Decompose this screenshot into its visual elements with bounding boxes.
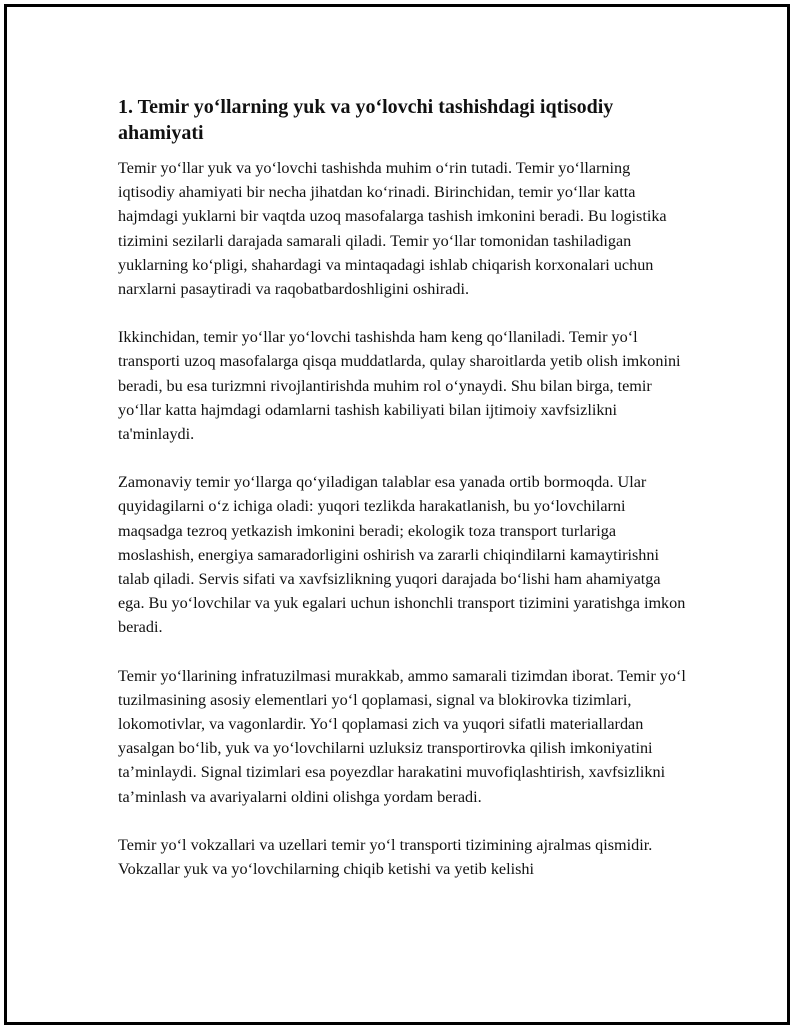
- paragraph-1: Temir yo‘llar yuk va yo‘lovchi tashishda muhim o‘rin tutadi. Temir yo‘llarning iqtisodiy ahamiyati bir necha jihatdan ko‘rinadi. Birinchidan, temir yo‘llar katta hajmdagi yuklarni bir vaqtda uzoq masofalarga tashish imkonini beradi. Bu logistika tizimini sezilarli darajada samarali qiladi. Temir yo‘llar tomonidan tashiladigan yuklarning ko‘pligi, shahardagi va mintaqadagi ishlab chiqarish korxonalari uchun narxlarni pasaytiradi va raqobatbardoshligini oshiradi.: [118, 159, 667, 299]
- paragraph-2: Ikkinchidan, temir yo‘llar yo‘lovchi tashishda ham keng qo‘llaniladi. Temir yo‘l transporti uzoq masofalarga qisqa muddatlarda, qulay sharoitlarda yetib olish imkonini beradi, bu esa turizmni rivojlantirishda muhim rol o‘ynaydi. Shu bilan birga, temir yo‘llar katta hajmdagi odamlarni tashish kabiliyati bilan ijtimoiy xavfsizlikni ta'minlaydi.: [118, 328, 681, 444]
- section-heading: 1. Temir yo‘llarning yuk va yo‘lovchi tashishdagi iqtisodiy ahamiyati: [118, 96, 614, 144]
- document-body: [118, 94, 688, 905]
- paragraph-5: Temir yo‘l vokzallari va uzellari temir yo‘l transporti tizimining ajralmas qismidir. Vokzallar yuk va yo‘lovchilarning chiqib ketishi va yetib kelishi: [118, 835, 653, 879]
- paragraph-3: Zamonaviy temir yo‘llarga qo‘yiladigan talablar esa yanada ortib bormoqda. Ular quyidagilarni o‘z ichiga oladi: yuqori tezlikda harakatlanish, bu yo‘lovchilarni maqsadga tezroq yetkazish imkonini beradi; ekologik toza transport turlariga moslashish, energiya samaradorligini oshirish va zararli chiqindilarni kamaytirishni talab qiladi. Servis sifati va xavfsizlikning yuqori darajada bo‘lishi ham ahamiyatga ega. Bu yo‘lovchilar va yuk egalari uchun ishonchli transport tizimini yaratishga imkon beradi.: [118, 473, 686, 637]
- paragraph-4: Temir yo‘llarining infratuzilmasi murakkab, ammo samarali tizimdan iborat. Temir yo‘l tuzilmasining asosiy elementlari yo‘l qoplamasi, signal va blokirovka tizimlari, lokomotivlar, va vagonlardir. Yo‘l qoplamasi zich va yuqori sifatli materiallardan yasalgan bo‘lib, yuk va yo‘lovchilarni uzluksiz transportirovka qilish imkoniyatini ta’minlaydi. Signal tizimlari esa poyezdlar harakatini muvofiqlashtirish, xavfsizlikni ta’minlash va avariyalarni oldini olishga yordam beradi.: [118, 666, 686, 806]
